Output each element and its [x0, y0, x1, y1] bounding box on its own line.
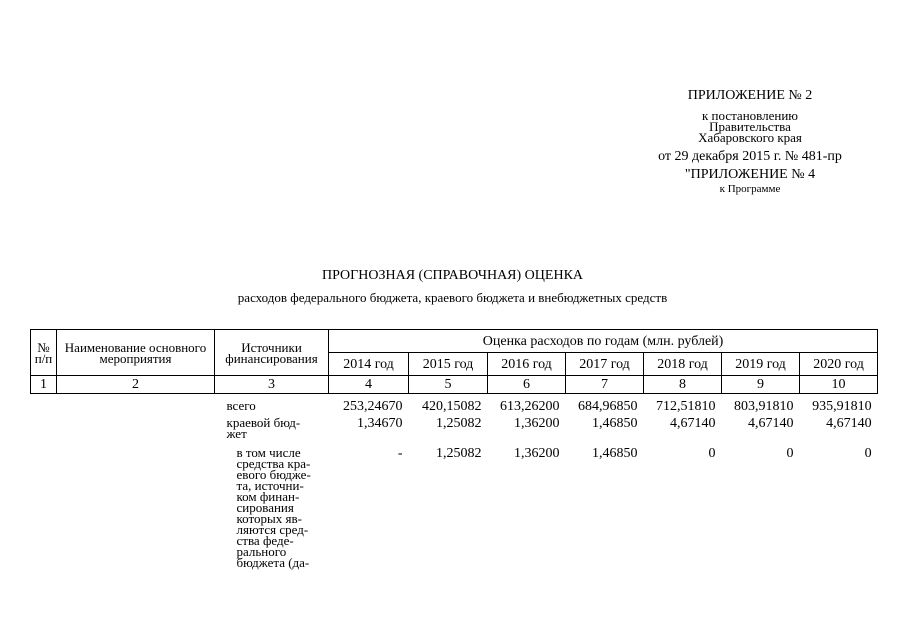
- expense-estimate-table: [30, 329, 878, 568]
- document-subtitle: расходов федерального бюджета, краевого бюджета и внебюджетных средств: [237, 290, 668, 305]
- cell-value: 935,91810: [812, 399, 872, 414]
- header-num: № п/п: [31, 330, 57, 376]
- cell-value: 684,96850: [578, 399, 638, 414]
- cell-num: [31, 400, 57, 414]
- cell-value: 1,46850: [592, 416, 638, 431]
- document-title: ПРОГНОЗНАЯ (СПРАВОЧНАЯ) ОЦЕНКА: [321, 268, 584, 283]
- column-number: 8: [644, 376, 722, 394]
- cell-source: краевой бюд- жет: [226, 415, 301, 441]
- cell-source: всего: [226, 398, 256, 413]
- table-row: [31, 400, 878, 414]
- cell-value: -: [397, 446, 403, 461]
- cell-value: 253,24670: [343, 399, 403, 414]
- appendix-line: к постановлению: [701, 108, 799, 123]
- header-year: 2018 год: [644, 353, 722, 376]
- cell-name: [57, 417, 215, 439]
- column-number: 3: [215, 376, 329, 394]
- cell-value: 1,25082: [436, 446, 482, 461]
- header-year: 2016 год: [488, 353, 566, 376]
- column-number: 6: [488, 376, 566, 394]
- cell-value: 4,67140: [670, 416, 716, 431]
- appendix-decree-date: от 29 декабря 2015 г. № 481-пр: [658, 149, 842, 164]
- cell-source: в том числе средства кра- евого бюдже- та, источни- ком финан- сирования которых яв- ляются сред- ства феде- рального бюджета (да-: [236, 445, 311, 570]
- header-estimate: Оценка расходов по годам (млн. рублей): [329, 330, 878, 353]
- cell-value: 4,67140: [826, 416, 872, 431]
- cell-value: 0: [708, 446, 716, 461]
- header-name: Наименование основного мероприятия: [57, 330, 215, 376]
- table-row: [31, 417, 878, 439]
- cell-value: 1,34670: [357, 416, 403, 431]
- header-year: 2015 год: [409, 353, 488, 376]
- cell-value: 1,46850: [592, 446, 638, 461]
- header-year: 2017 год: [566, 353, 644, 376]
- appendix-line: Хабаровского края: [698, 130, 802, 145]
- cell-name: [57, 447, 215, 568]
- cell-value: 4,67140: [748, 416, 794, 431]
- cell-value: 1,36200: [514, 416, 560, 431]
- cell-num: [31, 447, 57, 568]
- header-year: 2014 год: [329, 353, 409, 376]
- table-row: [31, 447, 878, 568]
- header-year: 2020 год: [800, 353, 878, 376]
- appendix-title: ПРИЛОЖЕНИЕ № 2: [687, 88, 813, 103]
- column-number: 10: [800, 376, 878, 394]
- cell-value: 0: [786, 446, 794, 461]
- column-number: 1: [31, 376, 57, 394]
- cell-value: 1,25082: [436, 416, 482, 431]
- cell-value: 803,91810: [734, 399, 794, 414]
- cell-num: [31, 417, 57, 439]
- column-number: 9: [722, 376, 800, 394]
- column-number: 7: [566, 376, 644, 394]
- column-number: 2: [57, 376, 215, 394]
- cell-value: 712,51810: [656, 399, 716, 414]
- appendix-line: Правительства: [709, 119, 791, 134]
- column-number: 4: [329, 376, 409, 394]
- cell-value: 613,26200: [500, 399, 560, 414]
- cell-value: 0: [864, 446, 872, 461]
- header-source: Источники финансирования: [215, 330, 329, 376]
- cell-name: [57, 400, 215, 414]
- appendix-sub-title: "ПРИЛОЖЕНИЕ № 4: [684, 167, 816, 182]
- appendix-block: [600, 88, 900, 196]
- header-year: 2019 год: [722, 353, 800, 376]
- cell-value: 420,15082: [422, 399, 482, 414]
- cell-value: 1,36200: [514, 446, 560, 461]
- appendix-line: к Программе: [719, 183, 781, 195]
- column-number: 5: [409, 376, 488, 394]
